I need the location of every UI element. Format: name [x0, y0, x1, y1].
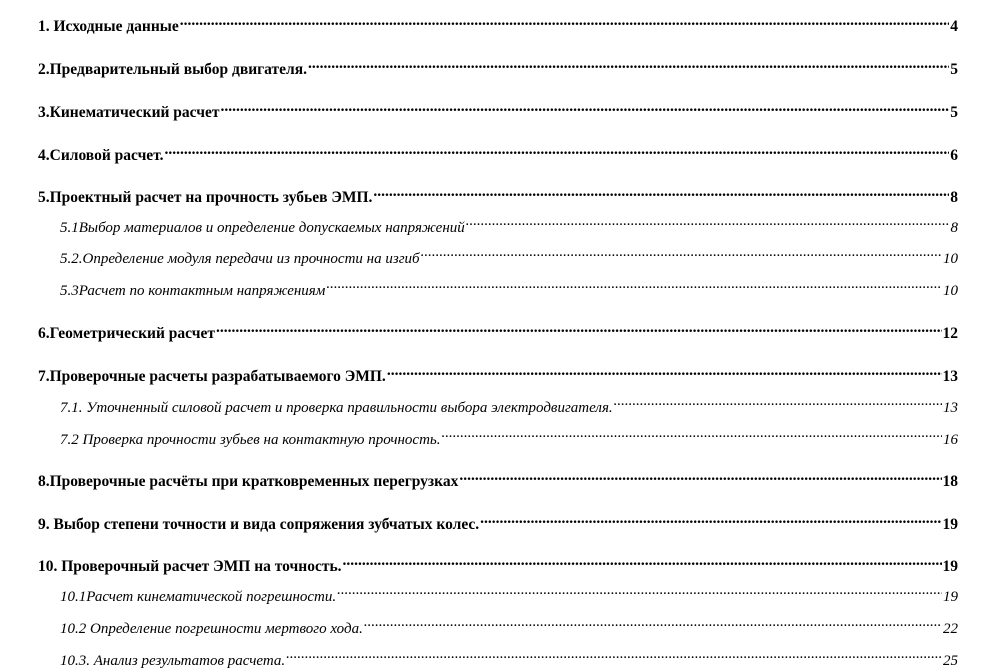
toc-entry-page: 12	[942, 325, 958, 342]
toc-entry[interactable]	[38, 95, 958, 121]
toc-entry-title: 7.Проверочные расчеты разрабатываемого ЭМП.	[38, 368, 386, 385]
toc-dot-leader	[466, 210, 950, 232]
toc-entry-title: 5.1Выбор материалов и определение допускаемых напряжений	[60, 220, 465, 236]
toc-entry[interactable]	[38, 549, 958, 575]
toc-entry-title: 8.Проверочные расчёты при кратковременных перегрузках	[38, 473, 459, 490]
toc-entry-title: 10.2 Определение погрешности мертвого хода.	[60, 621, 363, 637]
toc-subentry[interactable]	[38, 241, 958, 267]
toc-entry-page: 10	[943, 251, 958, 267]
toc-dot-leader	[364, 611, 942, 633]
toc-subentry[interactable]	[38, 579, 958, 605]
toc-dot-leader	[216, 316, 942, 338]
toc-entry-page: 4	[950, 18, 958, 35]
toc-dot-leader	[165, 138, 950, 160]
toc-entry[interactable]	[38, 138, 958, 164]
toc-entry[interactable]	[38, 359, 958, 385]
toc-entry-page: 5	[950, 104, 958, 121]
toc-entry-page: 13	[943, 400, 958, 416]
toc-entry-title: 2.Предварительный выбор двигателя.	[38, 61, 307, 78]
toc-entry-page: 5	[950, 61, 958, 78]
toc-entry-page: 18	[942, 473, 958, 490]
toc-dot-leader	[220, 95, 949, 117]
toc-entry[interactable]	[38, 507, 958, 533]
toc-entry-title: 1. Исходные данные	[38, 18, 179, 35]
toc-entry[interactable]	[38, 9, 958, 35]
toc-entry[interactable]	[38, 316, 958, 342]
toc-entry-page: 19	[943, 589, 958, 605]
toc-entry-page: 10	[943, 283, 958, 299]
toc-dot-leader	[180, 9, 949, 31]
toc-dot-leader	[480, 507, 941, 529]
toc-dot-leader	[343, 549, 942, 571]
toc-entry-page: 19	[942, 558, 958, 575]
toc-entry[interactable]	[38, 52, 958, 78]
toc-entry[interactable]	[38, 180, 958, 206]
toc-subentry[interactable]	[38, 273, 958, 299]
toc-entry-title: 4.Силовой расчет.	[38, 147, 164, 164]
toc-entry-title: 7.2 Проверка прочности зубьев на контактную прочность.	[60, 432, 441, 448]
toc-entry-page: 6	[950, 147, 958, 164]
toc-entry-title: 5.2.Определение модуля передачи из прочности на изгиб	[60, 251, 420, 267]
toc-entry-title: 5.3Расчет по контактным напряжениям	[60, 283, 326, 299]
toc-dot-leader	[459, 464, 941, 486]
toc-entry-page: 8	[950, 189, 958, 206]
toc-entry-title: 7.1. Уточненный силовой расчет и проверка правильности выбора электродвигателя.	[60, 400, 613, 416]
toc-subentry[interactable]	[38, 390, 958, 416]
toc-entry-title: 5.Проектный расчет на прочность зубьев ЭМП.	[38, 189, 373, 206]
toc-entry-page: 22	[943, 621, 958, 637]
toc-dot-leader	[286, 643, 942, 665]
toc-dot-leader	[373, 180, 949, 202]
toc-subentry[interactable]	[38, 611, 958, 637]
toc-dot-leader	[442, 422, 943, 444]
toc-entry-page: 8	[950, 220, 958, 236]
toc-subentry[interactable]	[38, 210, 958, 236]
toc-entry-title: 9. Выбор степени точности и вида сопряжения зубчатых колес.	[38, 516, 480, 533]
toc-entry-title: 10. Проверочный расчет ЭМП на точность.	[38, 558, 342, 575]
toc-entry-page: 19	[942, 516, 958, 533]
toc-entry-title: 3.Кинематический расчет	[38, 104, 220, 121]
toc-dot-leader	[387, 359, 942, 381]
toc-dot-leader	[308, 52, 949, 74]
toc-dot-leader	[337, 579, 942, 601]
toc-subentry[interactable]	[38, 643, 958, 669]
toc-entry-page: 16	[943, 432, 958, 448]
toc-entry-title: 10.3. Анализ результатов расчета.	[60, 653, 286, 669]
toc-subentry[interactable]	[38, 422, 958, 448]
toc-entry-title: 10.1Расчет кинематической погрешности.	[60, 589, 337, 605]
toc-entry-page: 13	[942, 368, 958, 385]
toc-entry[interactable]	[38, 464, 958, 490]
toc-entry-page: 25	[943, 653, 958, 669]
toc-dot-leader	[614, 390, 942, 412]
toc-entry-title: 6.Геометрический расчет	[38, 325, 215, 342]
toc-dot-leader	[326, 273, 942, 295]
toc-dot-leader	[421, 241, 942, 263]
